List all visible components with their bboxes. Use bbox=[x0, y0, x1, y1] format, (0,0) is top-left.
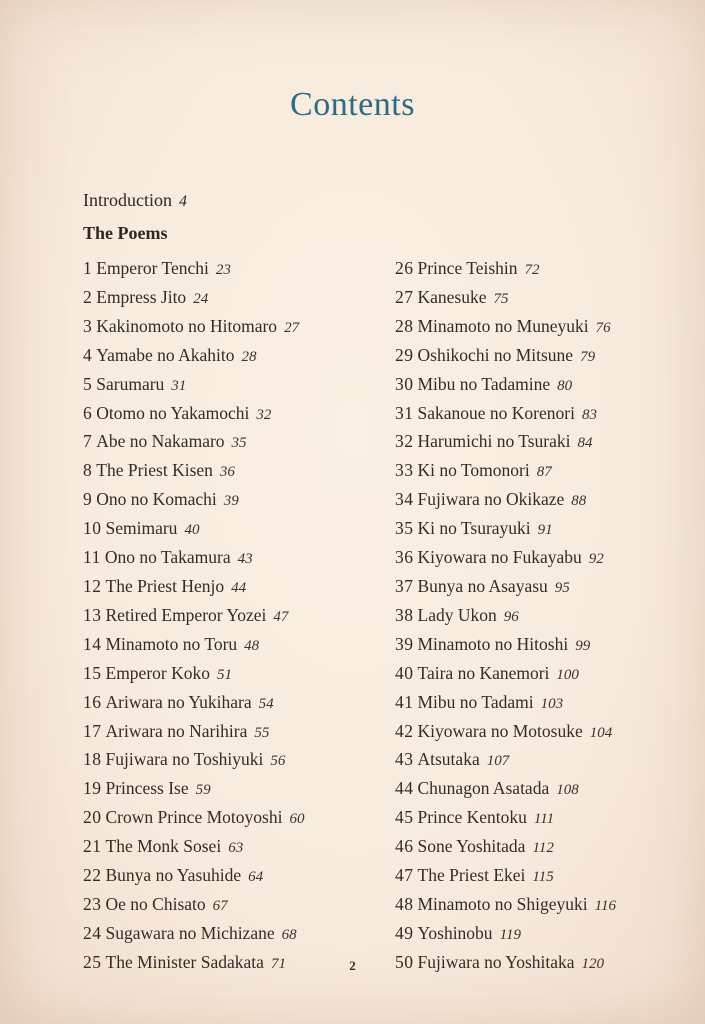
entry-name: Mibu no Tadamine bbox=[417, 373, 551, 394]
entry-page: 120 bbox=[581, 955, 605, 972]
toc-entry bbox=[395, 342, 705, 371]
entry-page: 51 bbox=[217, 666, 232, 683]
entry-page: 95 bbox=[554, 579, 570, 596]
entry-page: 24 bbox=[193, 290, 209, 307]
entry-page: 36 bbox=[219, 464, 235, 481]
toc-entry bbox=[83, 891, 395, 920]
toc-entry bbox=[83, 689, 395, 718]
entry-number: 32 bbox=[395, 431, 414, 452]
entry-number: 22 bbox=[83, 865, 102, 886]
toc-entry bbox=[83, 515, 395, 544]
toc-entry bbox=[83, 457, 395, 486]
entry-name: Chunagon Asatada bbox=[417, 778, 550, 799]
entry-page: 80 bbox=[557, 377, 573, 394]
entry-page: 103 bbox=[540, 695, 564, 712]
entry-number: 1 bbox=[83, 258, 93, 278]
entry-page: 75 bbox=[493, 290, 509, 307]
entry-name: Kanesuke bbox=[417, 286, 487, 307]
entry-number: 18 bbox=[83, 749, 102, 770]
entry-page: 84 bbox=[577, 435, 593, 452]
entry-page: 108 bbox=[556, 782, 579, 799]
entry-name: Lady Ukon bbox=[417, 604, 497, 625]
toc-entry bbox=[83, 544, 395, 573]
entry-number: 44 bbox=[395, 778, 414, 799]
entry-number: 49 bbox=[395, 922, 414, 943]
entry-number: 30 bbox=[395, 373, 414, 394]
entry-number: 13 bbox=[83, 604, 102, 625]
entry-name: Kiyowara no Motosuke bbox=[417, 720, 583, 741]
entry-number: 36 bbox=[395, 547, 414, 568]
toc-entry bbox=[395, 284, 705, 313]
entry-name: Prince Teishin bbox=[417, 258, 518, 278]
entry-name: Crown Prince Motoyoshi bbox=[105, 807, 283, 828]
entry-number: 40 bbox=[395, 662, 414, 683]
entry-page: 43 bbox=[237, 551, 253, 568]
entry-name: The Priest Henjo bbox=[105, 575, 225, 596]
toc-entry bbox=[83, 660, 395, 689]
entry-page: 39 bbox=[223, 493, 239, 510]
entry-name: Retired Emperor Yozei bbox=[105, 604, 267, 625]
toc-entry bbox=[395, 689, 705, 718]
entry-number: 27 bbox=[395, 286, 414, 307]
entry-page: 60 bbox=[289, 811, 305, 828]
entry-name: Sakanoue no Korenori bbox=[417, 402, 575, 423]
entry-page: 79 bbox=[580, 348, 596, 365]
toc-entry bbox=[395, 862, 705, 891]
toc-entry bbox=[395, 602, 705, 631]
page-title: Contents bbox=[290, 86, 415, 123]
entry-page: 63 bbox=[228, 840, 244, 857]
entry-name: Taira no Kanemori bbox=[417, 662, 550, 683]
entry-number: 24 bbox=[83, 922, 102, 943]
entry-page: 44 bbox=[231, 579, 247, 596]
entry-page: 68 bbox=[281, 926, 297, 943]
entry-page: 48 bbox=[244, 637, 260, 654]
entry-name: The Monk Sosei bbox=[105, 836, 222, 857]
entry-name: Minamoto no Hitoshi bbox=[417, 633, 569, 654]
entry-number: 23 bbox=[83, 893, 102, 914]
entry-page: 115 bbox=[532, 869, 554, 886]
entry-name: Emperor Koko bbox=[105, 662, 210, 683]
entry-name: Princess Ise bbox=[105, 778, 189, 799]
toc-entry bbox=[395, 833, 705, 862]
toc-entry bbox=[395, 804, 705, 833]
entry-number: 33 bbox=[395, 460, 414, 481]
toc-column-left bbox=[83, 255, 395, 978]
entry-page: 47 bbox=[273, 608, 289, 625]
entry-page: 112 bbox=[532, 840, 554, 857]
entry-name: Introduction bbox=[83, 190, 172, 210]
toc-entry bbox=[395, 255, 705, 284]
toc-entry bbox=[395, 544, 705, 573]
entry-number: 39 bbox=[395, 633, 414, 654]
toc-entry bbox=[395, 573, 705, 602]
toc-entry bbox=[83, 486, 395, 515]
toc-entry bbox=[83, 342, 395, 371]
entry-number: 11 bbox=[83, 547, 101, 568]
entry-number: 2 bbox=[83, 286, 93, 307]
toc-entry bbox=[395, 631, 705, 660]
entry-number: 25 bbox=[83, 951, 102, 972]
toc-entry bbox=[83, 631, 395, 660]
toc-entry bbox=[83, 775, 395, 804]
entry-number: 19 bbox=[83, 778, 102, 799]
entry-page: 32 bbox=[256, 406, 272, 423]
entry-name: Ono no Takamura bbox=[104, 547, 231, 568]
entry-page: 88 bbox=[571, 493, 587, 510]
entry-name: Fujiwara no Yoshitaka bbox=[417, 951, 575, 972]
entry-name: Ariwara no Narihira bbox=[105, 720, 248, 741]
entry-page: 111 bbox=[533, 811, 555, 828]
entry-page: 4 bbox=[178, 193, 187, 210]
entry-page: 59 bbox=[195, 782, 211, 799]
entry-page: 99 bbox=[575, 637, 591, 654]
toc-entry bbox=[83, 718, 395, 747]
entry-page: 107 bbox=[486, 753, 510, 770]
entry-page: 56 bbox=[270, 753, 286, 770]
toc-entry bbox=[83, 862, 395, 891]
entry-page: 92 bbox=[588, 551, 604, 568]
entry-page: 23 bbox=[215, 262, 231, 278]
entry-number: 43 bbox=[395, 749, 414, 770]
entry-number: 10 bbox=[83, 518, 102, 539]
toc-entry bbox=[83, 255, 395, 284]
entry-page: 100 bbox=[556, 666, 579, 683]
entry-name: The Minister Sadakata bbox=[105, 951, 264, 972]
toc-entry bbox=[395, 313, 705, 342]
toc-columns bbox=[83, 255, 643, 978]
entry-page: 28 bbox=[241, 348, 257, 365]
toc-entry bbox=[83, 746, 395, 775]
entry-number: 31 bbox=[395, 402, 414, 423]
entry-name: Minamoto no Muneyuki bbox=[417, 315, 589, 336]
entry-number: 9 bbox=[83, 489, 93, 510]
entry-name: Sarumaru bbox=[96, 373, 165, 394]
entry-name: Minamoto no Toru bbox=[105, 633, 238, 654]
toc-entry bbox=[83, 602, 395, 631]
entry-page: 64 bbox=[248, 869, 264, 886]
entry-name: Prince Kentoku bbox=[417, 807, 527, 828]
entry-page: 31 bbox=[171, 377, 187, 394]
entry-name: Ki no Tsurayuki bbox=[417, 518, 531, 539]
toc-entry bbox=[83, 284, 395, 313]
toc-entry bbox=[395, 400, 705, 429]
toc-entry bbox=[83, 400, 395, 429]
folio-page-number: 2 bbox=[349, 958, 356, 973]
toc-entry bbox=[395, 515, 705, 544]
entry-name: Harumichi no Tsuraki bbox=[417, 431, 571, 452]
entry-name: Mibu no Tadami bbox=[417, 691, 534, 712]
entry-name: Bunya no Asayasu bbox=[417, 575, 548, 596]
entry-number: 46 bbox=[395, 836, 414, 857]
toc-column-right bbox=[395, 255, 705, 978]
toc-entry bbox=[83, 428, 395, 457]
toc-entry bbox=[395, 775, 705, 804]
entry-name: Abe no Nakamaro bbox=[96, 431, 225, 452]
toc-entry bbox=[83, 313, 395, 342]
entry-name: Oshikochi no Mitsune bbox=[417, 344, 574, 365]
entry-number: 48 bbox=[395, 893, 414, 914]
toc-entry bbox=[395, 746, 705, 775]
entry-number: 37 bbox=[395, 575, 414, 596]
entry-page: 27 bbox=[284, 319, 300, 336]
entry-number: 14 bbox=[83, 633, 102, 654]
entry-name: The Priest Kisen bbox=[96, 460, 213, 481]
toc-entry bbox=[395, 660, 705, 689]
entry-page: 72 bbox=[524, 262, 540, 278]
entry-number: 35 bbox=[395, 518, 414, 539]
entry-page: 71 bbox=[270, 955, 286, 972]
toc-entry bbox=[395, 457, 705, 486]
entry-number: 5 bbox=[83, 373, 93, 394]
entry-number: 29 bbox=[395, 344, 414, 365]
entry-page: 91 bbox=[537, 522, 553, 539]
entry-number: 7 bbox=[83, 431, 93, 452]
entry-number: 41 bbox=[395, 691, 414, 712]
entry-name: Yoshinobu bbox=[417, 922, 493, 943]
entry-number: 12 bbox=[83, 575, 102, 596]
entry-page: 83 bbox=[581, 406, 597, 423]
entry-name: Kiyowara no Fukayabu bbox=[417, 547, 582, 568]
entry-page: 87 bbox=[536, 464, 552, 481]
entry-number: 4 bbox=[83, 344, 93, 365]
section-heading: The Poems bbox=[83, 223, 168, 243]
entry-number: 34 bbox=[395, 489, 414, 510]
entry-number: 21 bbox=[83, 836, 102, 857]
entry-name: Fujiwara no Toshiyuki bbox=[105, 749, 264, 770]
entry-page: 119 bbox=[499, 926, 521, 943]
entry-name: Empress Jito bbox=[96, 286, 187, 307]
toc-entry bbox=[395, 718, 705, 747]
entry-number: 20 bbox=[83, 807, 102, 828]
entry-name: The Priest Ekei bbox=[417, 865, 526, 886]
toc-entry bbox=[83, 573, 395, 602]
entry-page: 67 bbox=[212, 897, 228, 914]
entry-name: Ki no Tomonori bbox=[417, 460, 530, 481]
entry-number: 16 bbox=[83, 691, 102, 712]
toc-entry bbox=[83, 833, 395, 862]
entry-number: 42 bbox=[395, 720, 414, 741]
entry-page: 54 bbox=[258, 695, 274, 712]
table-of-contents bbox=[83, 190, 643, 978]
entry-name: Semimaru bbox=[105, 518, 178, 539]
entry-page: 116 bbox=[594, 897, 617, 914]
entry-number: 47 bbox=[395, 865, 414, 886]
entry-page: 35 bbox=[231, 435, 247, 452]
entry-page: 55 bbox=[254, 724, 270, 741]
entry-page: 104 bbox=[589, 724, 613, 741]
entry-name: Sone Yoshitada bbox=[417, 836, 526, 857]
toc-entry bbox=[83, 804, 395, 833]
toc-entry bbox=[395, 920, 705, 949]
entry-number: 17 bbox=[83, 720, 102, 741]
toc-entry-introduction bbox=[83, 190, 643, 211]
entry-name: Ariwara no Yukihara bbox=[105, 691, 252, 712]
entry-number: 50 bbox=[395, 951, 414, 972]
toc-entry bbox=[395, 486, 705, 515]
entry-name: Ono no Komachi bbox=[96, 489, 217, 510]
entry-name: Sugawara no Michizane bbox=[105, 922, 275, 943]
toc-entry bbox=[83, 920, 395, 949]
entry-page: 76 bbox=[595, 319, 611, 336]
entry-name: Kakinomoto no Hitomaro bbox=[96, 315, 278, 336]
toc-entry bbox=[395, 428, 705, 457]
entry-name: Otomo no Yakamochi bbox=[96, 402, 250, 423]
entry-number: 15 bbox=[83, 662, 102, 683]
entry-name: Minamoto no Shigeyuki bbox=[417, 893, 588, 914]
entry-number: 45 bbox=[395, 807, 414, 828]
entry-number: 6 bbox=[83, 402, 93, 423]
entry-name: Oe no Chisato bbox=[105, 893, 206, 914]
entry-number: 26 bbox=[395, 258, 414, 278]
toc-entry bbox=[395, 891, 705, 920]
entry-name: Yamabe no Akahito bbox=[96, 344, 235, 365]
entry-page: 96 bbox=[503, 608, 519, 625]
toc-entry bbox=[83, 371, 395, 400]
entry-number: 8 bbox=[83, 460, 93, 481]
entry-name: Fujiwara no Okikaze bbox=[417, 489, 565, 510]
entry-name: Bunya no Yasuhide bbox=[105, 865, 242, 886]
entry-number: 28 bbox=[395, 315, 414, 336]
entry-name: Atsutaka bbox=[417, 749, 480, 770]
entry-number: 38 bbox=[395, 604, 414, 625]
entry-page: 40 bbox=[184, 522, 200, 539]
toc-entry bbox=[395, 371, 705, 400]
entry-name: Emperor Tenchi bbox=[96, 258, 209, 278]
entry-number: 3 bbox=[83, 315, 93, 336]
